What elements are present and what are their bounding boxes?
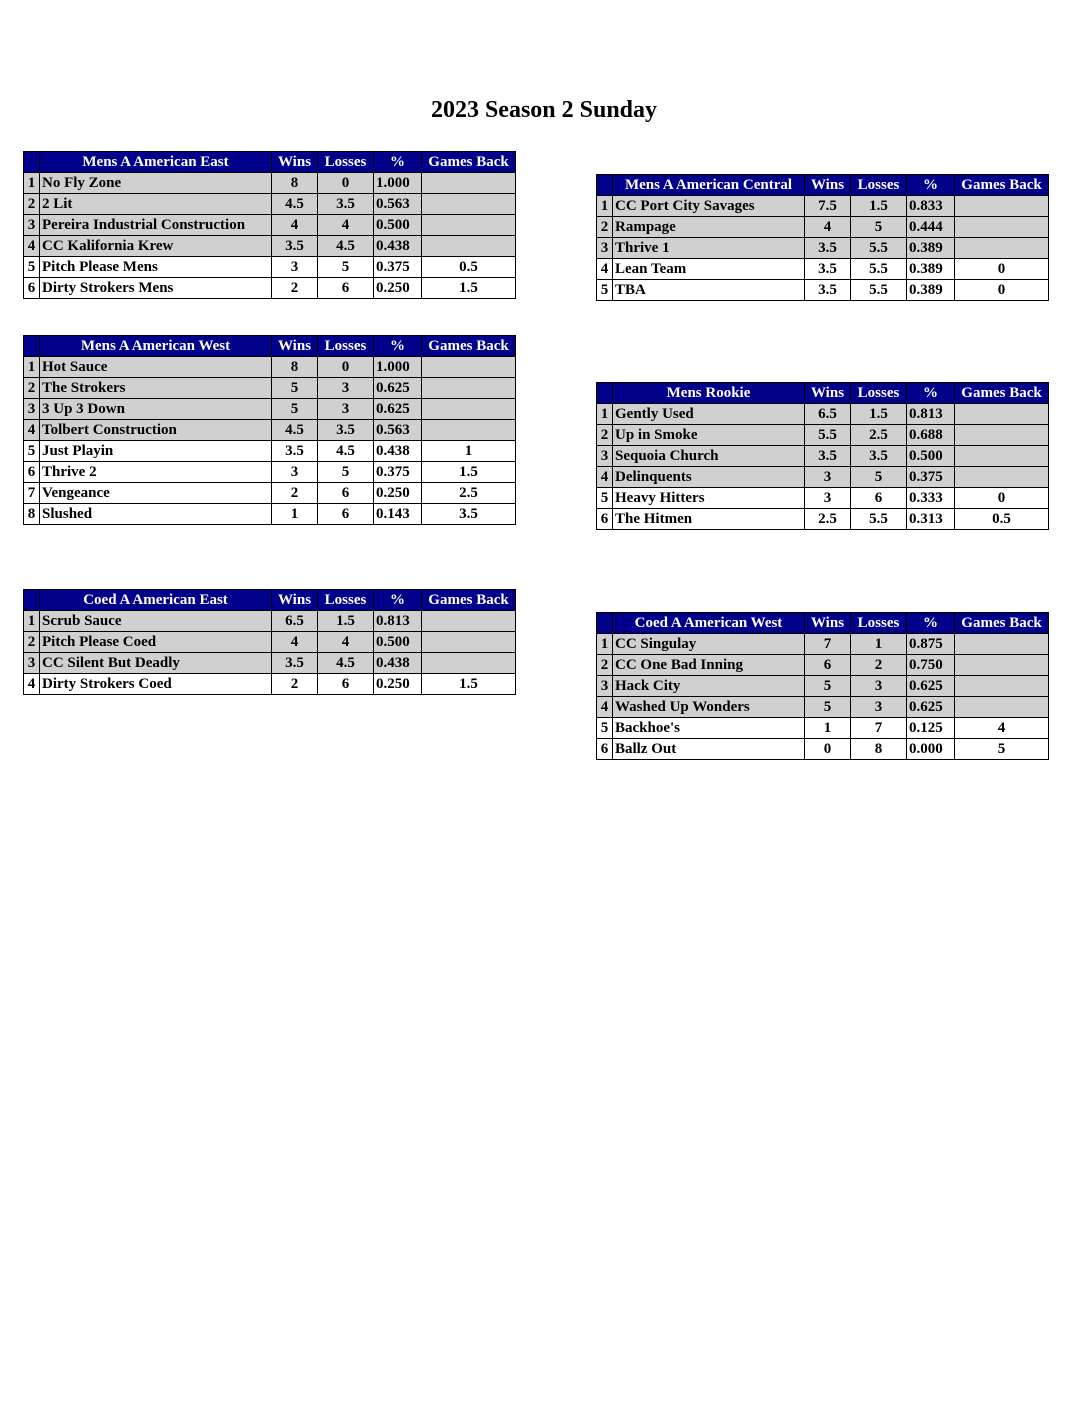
losses-header: Losses: [318, 590, 374, 611]
table-row: [24, 236, 516, 257]
table-row: [24, 257, 516, 278]
standings-table-mens-a-american-east: [23, 151, 516, 299]
table-header-row: [597, 613, 1049, 634]
losses-cell: 1.5: [851, 404, 907, 425]
standings-table-mens-rookie: [596, 382, 1049, 530]
pct-cell: 0.250: [374, 483, 422, 504]
rank-cell: 4: [597, 259, 613, 280]
pct-cell: 0.125: [907, 718, 955, 739]
table-header-row: [24, 336, 516, 357]
rank-cell: 1: [24, 611, 40, 632]
losses-cell: 2.5: [851, 425, 907, 446]
pct-header: %: [374, 336, 422, 357]
losses-header: Losses: [318, 336, 374, 357]
pct-cell: 0.833: [907, 196, 955, 217]
wins-header: Wins: [805, 383, 851, 404]
rank-cell: 1: [24, 173, 40, 194]
table-row: [597, 676, 1049, 697]
wins-cell: 5: [805, 676, 851, 697]
team-name-cell: Dirty Strokers Mens: [40, 278, 272, 299]
losses-cell: 6: [318, 504, 374, 525]
losses-cell: 8: [851, 739, 907, 760]
wins-cell: 4: [805, 217, 851, 238]
standings-table-coed-a-american-west: [596, 612, 1049, 760]
team-name-cell: Pitch Please Coed: [40, 632, 272, 653]
rank-cell: 6: [597, 739, 613, 760]
rank-cell: 3: [24, 399, 40, 420]
division-name: Coed A American East: [40, 590, 272, 611]
wins-cell: 3.5: [272, 441, 318, 462]
games-back-header: Games Back: [422, 590, 516, 611]
games-back-cell: [955, 446, 1049, 467]
rank-cell: 1: [24, 357, 40, 378]
wins-cell: 5.5: [805, 425, 851, 446]
games-back-cell: [955, 655, 1049, 676]
pct-header: %: [374, 590, 422, 611]
table-row: [24, 674, 516, 695]
losses-cell: 5: [318, 462, 374, 483]
losses-cell: 4: [318, 215, 374, 236]
pct-cell: 0.875: [907, 634, 955, 655]
rank-header: [24, 336, 40, 357]
wins-cell: 3.5: [805, 446, 851, 467]
division-name: Mens A American East: [40, 152, 272, 173]
rank-cell: 5: [24, 257, 40, 278]
team-name-cell: 3 Up 3 Down: [40, 399, 272, 420]
losses-cell: 5.5: [851, 259, 907, 280]
rank-cell: 5: [24, 441, 40, 462]
pct-cell: 1.000: [374, 173, 422, 194]
table-row: [597, 196, 1049, 217]
wins-header: Wins: [272, 336, 318, 357]
table-row: [24, 653, 516, 674]
losses-cell: 3: [318, 399, 374, 420]
team-name-cell: Thrive 2: [40, 462, 272, 483]
games-back-cell: [422, 420, 516, 441]
table-row: [24, 504, 516, 525]
games-back-cell: [955, 467, 1049, 488]
pct-cell: 0.438: [374, 236, 422, 257]
table-header-row: [24, 590, 516, 611]
rank-cell: 1: [597, 634, 613, 655]
games-back-cell: [955, 676, 1049, 697]
table-row: [597, 655, 1049, 676]
table-row: [24, 194, 516, 215]
table-row: [24, 278, 516, 299]
pct-cell: 0.500: [907, 446, 955, 467]
losses-cell: 4.5: [318, 236, 374, 257]
pct-cell: 1.000: [374, 357, 422, 378]
team-name-cell: Hot Sauce: [40, 357, 272, 378]
rank-cell: 6: [24, 278, 40, 299]
games-back-cell: 0: [955, 488, 1049, 509]
pct-cell: 0.625: [907, 676, 955, 697]
wins-cell: 5: [272, 399, 318, 420]
table-row: [597, 259, 1049, 280]
team-name-cell: Pereira Industrial Construction: [40, 215, 272, 236]
pct-cell: 0.625: [374, 399, 422, 420]
games-back-header: Games Back: [422, 152, 516, 173]
rank-cell: 4: [24, 674, 40, 695]
table-row: [597, 280, 1049, 301]
team-name-cell: 2 Lit: [40, 194, 272, 215]
losses-cell: 6: [318, 278, 374, 299]
table-row: [24, 611, 516, 632]
rank-cell: 3: [597, 676, 613, 697]
pct-cell: 0.375: [374, 257, 422, 278]
division-name: Coed A American West: [613, 613, 805, 634]
games-back-cell: 3.5: [422, 504, 516, 525]
table-header-row: [24, 152, 516, 173]
pct-cell: 0.438: [374, 653, 422, 674]
games-back-cell: [955, 697, 1049, 718]
rank-header: [597, 613, 613, 634]
team-name-cell: No Fly Zone: [40, 173, 272, 194]
rank-cell: 1: [597, 404, 613, 425]
rank-cell: 4: [24, 236, 40, 257]
losses-cell: 6: [851, 488, 907, 509]
rank-cell: 4: [597, 697, 613, 718]
pct-cell: 0.143: [374, 504, 422, 525]
rank-cell: 6: [24, 462, 40, 483]
games-back-header: Games Back: [955, 175, 1049, 196]
table-row: [597, 509, 1049, 530]
table-row: [597, 634, 1049, 655]
team-name-cell: CC Port City Savages: [613, 196, 805, 217]
pct-cell: 0.389: [907, 238, 955, 259]
team-name-cell: Thrive 1: [613, 238, 805, 259]
games-back-cell: 1: [422, 441, 516, 462]
wins-cell: 2.5: [805, 509, 851, 530]
team-name-cell: Slushed: [40, 504, 272, 525]
wins-cell: 7: [805, 634, 851, 655]
pct-header: %: [907, 613, 955, 634]
pct-header: %: [907, 383, 955, 404]
losses-cell: 3: [851, 676, 907, 697]
rank-header: [597, 383, 613, 404]
games-back-header: Games Back: [422, 336, 516, 357]
losses-cell: 3.5: [318, 420, 374, 441]
wins-header: Wins: [805, 613, 851, 634]
losses-cell: 3: [851, 697, 907, 718]
table-row: [597, 467, 1049, 488]
pct-cell: 0.250: [374, 278, 422, 299]
page-title: 2023 Season 2 Sunday: [430, 97, 658, 123]
games-back-cell: 2.5: [422, 483, 516, 504]
rank-cell: 5: [597, 488, 613, 509]
wins-cell: 2: [272, 278, 318, 299]
pct-cell: 0.333: [907, 488, 955, 509]
wins-cell: 3: [272, 462, 318, 483]
table-row: [597, 697, 1049, 718]
losses-cell: 4.5: [318, 441, 374, 462]
games-back-cell: [422, 357, 516, 378]
division-name: Mens Rookie: [613, 383, 805, 404]
team-name-cell: Lean Team: [613, 259, 805, 280]
losses-cell: 1.5: [851, 196, 907, 217]
rank-header: [24, 152, 40, 173]
rank-header: [597, 175, 613, 196]
losses-cell: 6: [318, 674, 374, 695]
losses-cell: 4: [318, 632, 374, 653]
losses-cell: 5.5: [851, 238, 907, 259]
table-row: [24, 378, 516, 399]
wins-cell: 8: [272, 357, 318, 378]
team-name-cell: CC Kalifornia Krew: [40, 236, 272, 257]
wins-cell: 3.5: [272, 653, 318, 674]
pct-cell: 0.750: [907, 655, 955, 676]
standings-table-coed-a-american-east: [23, 589, 516, 695]
rank-cell: 6: [597, 509, 613, 530]
table-row: [24, 483, 516, 504]
games-back-cell: 4: [955, 718, 1049, 739]
team-name-cell: Hack City: [613, 676, 805, 697]
standings-table-mens-a-american-central: [596, 174, 1049, 301]
table-row: [24, 357, 516, 378]
pct-cell: 0.444: [907, 217, 955, 238]
rank-cell: 2: [24, 194, 40, 215]
games-back-cell: [422, 399, 516, 420]
wins-cell: 3.5: [805, 259, 851, 280]
team-name-cell: Rampage: [613, 217, 805, 238]
team-name-cell: Gently Used: [613, 404, 805, 425]
standings-table-mens-a-american-west: [23, 335, 516, 525]
rank-cell: 2: [24, 378, 40, 399]
table-row: [597, 425, 1049, 446]
team-name-cell: The Hitmen: [613, 509, 805, 530]
losses-header: Losses: [851, 613, 907, 634]
pct-cell: 0.563: [374, 194, 422, 215]
table-row: [24, 632, 516, 653]
team-name-cell: Ballz Out: [613, 739, 805, 760]
pct-cell: 0.375: [374, 462, 422, 483]
wins-cell: 3: [272, 257, 318, 278]
games-back-cell: [955, 404, 1049, 425]
games-back-cell: 0.5: [955, 509, 1049, 530]
table-header-row: [597, 175, 1049, 196]
table-row: [597, 446, 1049, 467]
wins-cell: 6: [805, 655, 851, 676]
division-name: Mens A American West: [40, 336, 272, 357]
wins-cell: 2: [272, 483, 318, 504]
games-back-cell: [422, 611, 516, 632]
losses-cell: 4.5: [318, 653, 374, 674]
division-name: Mens A American Central: [613, 175, 805, 196]
rank-cell: 3: [24, 653, 40, 674]
losses-cell: 2: [851, 655, 907, 676]
table-row: [24, 420, 516, 441]
rank-cell: 5: [597, 718, 613, 739]
team-name-cell: Heavy Hitters: [613, 488, 805, 509]
wins-cell: 8: [272, 173, 318, 194]
table-row: [24, 173, 516, 194]
losses-cell: 5: [851, 217, 907, 238]
pct-cell: 0.563: [374, 420, 422, 441]
table-row: [24, 462, 516, 483]
rank-cell: 2: [597, 217, 613, 238]
rank-cell: 1: [597, 196, 613, 217]
losses-header: Losses: [318, 152, 374, 173]
rank-cell: 2: [597, 655, 613, 676]
pct-cell: 0.688: [907, 425, 955, 446]
wins-cell: 4: [272, 632, 318, 653]
wins-cell: 2: [272, 674, 318, 695]
wins-cell: 7.5: [805, 196, 851, 217]
losses-cell: 3: [318, 378, 374, 399]
table-row: [597, 217, 1049, 238]
wins-cell: 3: [805, 488, 851, 509]
games-back-cell: 1.5: [422, 674, 516, 695]
pct-cell: 0.313: [907, 509, 955, 530]
rank-cell: 4: [597, 467, 613, 488]
games-back-cell: [422, 632, 516, 653]
team-name-cell: Delinquents: [613, 467, 805, 488]
games-back-cell: [422, 215, 516, 236]
games-back-cell: 1.5: [422, 278, 516, 299]
losses-cell: 5.5: [851, 509, 907, 530]
wins-header: Wins: [272, 152, 318, 173]
team-name-cell: Dirty Strokers Coed: [40, 674, 272, 695]
losses-cell: 3.5: [318, 194, 374, 215]
table-row: [24, 215, 516, 236]
wins-cell: 0: [805, 739, 851, 760]
pct-cell: 0.389: [907, 280, 955, 301]
wins-cell: 1: [272, 504, 318, 525]
wins-cell: 6.5: [272, 611, 318, 632]
team-name-cell: The Strokers: [40, 378, 272, 399]
games-back-cell: [955, 238, 1049, 259]
games-back-cell: 5: [955, 739, 1049, 760]
rank-cell: 8: [24, 504, 40, 525]
team-name-cell: CC One Bad Inning: [613, 655, 805, 676]
team-name-cell: Scrub Sauce: [40, 611, 272, 632]
games-back-cell: 0: [955, 259, 1049, 280]
team-name-cell: Washed Up Wonders: [613, 697, 805, 718]
pct-cell: 0.813: [907, 404, 955, 425]
losses-cell: 1: [851, 634, 907, 655]
games-back-cell: [955, 634, 1049, 655]
losses-cell: 3.5: [851, 446, 907, 467]
table-row: [597, 238, 1049, 259]
losses-cell: 0: [318, 173, 374, 194]
pct-cell: 0.500: [374, 215, 422, 236]
pct-cell: 0.250: [374, 674, 422, 695]
table-header-row: [597, 383, 1049, 404]
table-row: [24, 441, 516, 462]
games-back-cell: [422, 194, 516, 215]
games-back-cell: [955, 196, 1049, 217]
rank-header: [24, 590, 40, 611]
team-name-cell: Just Playin: [40, 441, 272, 462]
wins-cell: 1: [805, 718, 851, 739]
team-name-cell: Vengeance: [40, 483, 272, 504]
team-name-cell: Up in Smoke: [613, 425, 805, 446]
games-back-header: Games Back: [955, 613, 1049, 634]
games-back-cell: [955, 217, 1049, 238]
wins-cell: 5: [272, 378, 318, 399]
team-name-cell: CC Singulay: [613, 634, 805, 655]
team-name-cell: Sequoia Church: [613, 446, 805, 467]
table-row: [597, 488, 1049, 509]
pct-cell: 0.625: [374, 378, 422, 399]
wins-cell: 5: [805, 697, 851, 718]
wins-header: Wins: [272, 590, 318, 611]
losses-cell: 0: [318, 357, 374, 378]
losses-cell: 5: [851, 467, 907, 488]
rank-cell: 7: [24, 483, 40, 504]
pct-cell: 0.000: [907, 739, 955, 760]
team-name-cell: Backhoe's: [613, 718, 805, 739]
games-back-cell: 0.5: [422, 257, 516, 278]
losses-header: Losses: [851, 383, 907, 404]
games-back-cell: [422, 378, 516, 399]
wins-cell: 4: [272, 215, 318, 236]
losses-cell: 7: [851, 718, 907, 739]
table-row: [597, 739, 1049, 760]
pct-cell: 0.500: [374, 632, 422, 653]
rank-cell: 2: [597, 425, 613, 446]
wins-cell: 6.5: [805, 404, 851, 425]
losses-cell: 1.5: [318, 611, 374, 632]
team-name-cell: TBA: [613, 280, 805, 301]
games-back-cell: 0: [955, 280, 1049, 301]
wins-cell: 3: [805, 467, 851, 488]
pct-cell: 0.375: [907, 467, 955, 488]
losses-header: Losses: [851, 175, 907, 196]
wins-cell: 3.5: [272, 236, 318, 257]
games-back-header: Games Back: [955, 383, 1049, 404]
games-back-cell: [422, 173, 516, 194]
wins-cell: 3.5: [805, 280, 851, 301]
pct-cell: 0.813: [374, 611, 422, 632]
rank-cell: 3: [597, 446, 613, 467]
pct-header: %: [907, 175, 955, 196]
wins-cell: 4.5: [272, 194, 318, 215]
rank-cell: 5: [597, 280, 613, 301]
rank-cell: 3: [24, 215, 40, 236]
table-row: [24, 399, 516, 420]
pct-cell: 0.389: [907, 259, 955, 280]
pct-header: %: [374, 152, 422, 173]
games-back-cell: 1.5: [422, 462, 516, 483]
team-name-cell: Pitch Please Mens: [40, 257, 272, 278]
losses-cell: 5: [318, 257, 374, 278]
losses-cell: 6: [318, 483, 374, 504]
wins-cell: 4.5: [272, 420, 318, 441]
games-back-cell: [955, 425, 1049, 446]
pct-cell: 0.438: [374, 441, 422, 462]
rank-cell: 2: [24, 632, 40, 653]
team-name-cell: Tolbert Construction: [40, 420, 272, 441]
rank-cell: 3: [597, 238, 613, 259]
losses-cell: 5.5: [851, 280, 907, 301]
games-back-cell: [422, 236, 516, 257]
rank-cell: 4: [24, 420, 40, 441]
wins-cell: 3.5: [805, 238, 851, 259]
team-name-cell: CC Silent But Deadly: [40, 653, 272, 674]
table-row: [597, 404, 1049, 425]
pct-cell: 0.625: [907, 697, 955, 718]
wins-header: Wins: [805, 175, 851, 196]
table-row: [597, 718, 1049, 739]
games-back-cell: [422, 653, 516, 674]
